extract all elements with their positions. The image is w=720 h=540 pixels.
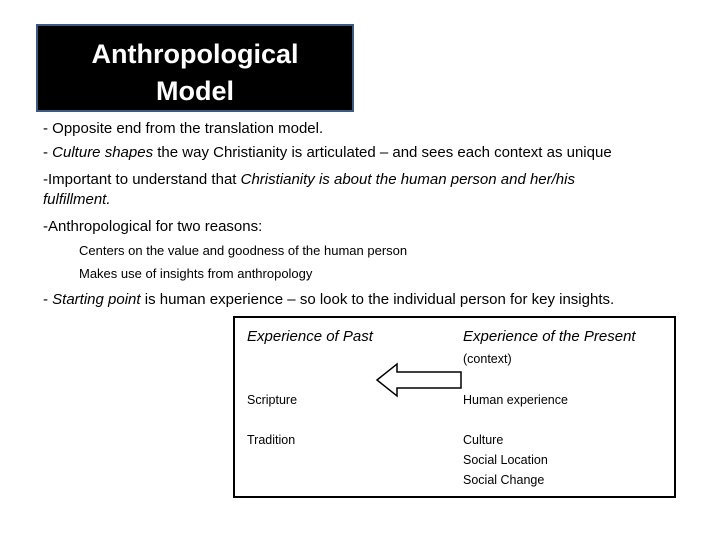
bullet-prefix: - [43, 291, 53, 308]
context-label: (context) [463, 352, 512, 366]
heading-experience-present: Experience of the Present [463, 328, 636, 345]
bullet-important-cont [43, 190, 111, 210]
item-scripture: Scripture [247, 393, 298, 407]
title-line-2: Model [156, 76, 234, 106]
item-culture: Culture [463, 433, 504, 447]
bullet-text: is human experience – so look to the individual person for key insights. [140, 291, 615, 308]
experience-diagram [233, 316, 676, 498]
bullet-important [43, 170, 575, 190]
item-human-experience: Human experience [463, 393, 568, 407]
bullet-starting-point [43, 290, 614, 310]
bullet-two-reasons: -Anthropological for two reasons: [43, 218, 263, 235]
emphasis-culture-shapes: Culture shapes [52, 144, 154, 161]
sub-bullet-insights: Makes use of insights from anthropology [79, 266, 313, 281]
bullet-text: the way Christianity is articulated – and sees each context as unique [153, 144, 612, 161]
heading-experience-past: Experience of Past [247, 328, 373, 345]
emphasis-christianity: Christianity is about the human person and her/his [240, 171, 575, 188]
bullet-culture-shapes [43, 143, 612, 163]
bullet-prefix: - [43, 144, 53, 161]
item-social-change: Social Change [463, 473, 545, 487]
slide-title [36, 24, 354, 112]
bullet-opposite-end: - Opposite end from the translation model. [43, 120, 324, 137]
sub-bullet-value: Centers on the value and goodness of the human person [79, 243, 408, 258]
emphasis-fulfillment: fulfillment. [43, 191, 111, 208]
left-arrow-icon [375, 362, 465, 398]
bullet-text: -Important to understand that [43, 171, 241, 188]
item-tradition: Tradition [247, 433, 296, 447]
item-social-location: Social Location [463, 453, 548, 467]
emphasis-starting-point: Starting point [52, 291, 141, 308]
title-line-1: Anthropological [91, 39, 299, 69]
